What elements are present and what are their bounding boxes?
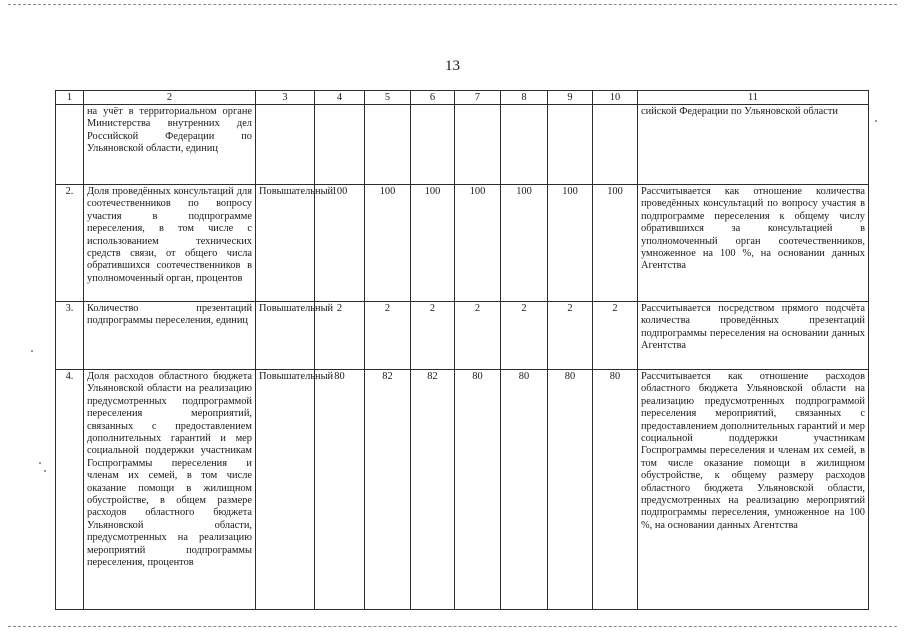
- calculation-method: Рассчитывается как отношение количества проведённых консультаций по вопросу участия в подпрограмме переселения к общему числу обратившихся за консультацией в уполномоченный орган соотечественников, умноженное на 100 %, на основании данных Агентства: [638, 185, 869, 302]
- calculation-method: Рассчитывается как отношение расходов областного бюджета Ульяновской области на реализацию предусмотренных подпрограммой переселения мероприятий, связанных с предоставлением дополнительных гарантий и мер социальной поддержки участникам Госпрограммы переселения и членам их семей, в том числе оказание помощи в жилищном обустройстве, к общему размеру расходов областного бюджета Ульяновской области, предусмотренных на реализацию мероприятий подпрограммы переселения, умноженное на 100 %, на основании данных Агентства: [638, 370, 869, 610]
- header-cell: 3: [256, 91, 315, 105]
- value-cell: 100: [455, 185, 501, 302]
- scan-speck: [875, 120, 877, 122]
- value-cell: 80: [548, 370, 593, 610]
- calculation-method: Рассчитывается посредством прямого подсчёта количества проведённых презентаций подпрограммы переселения на основании данных Агентства: [638, 302, 869, 370]
- header-cell: 5: [365, 91, 411, 105]
- value-cell: [593, 105, 638, 185]
- value-cell: 2: [411, 302, 455, 370]
- indicator-name: Количество презентаций подпрограммы переселения, единиц: [84, 302, 256, 370]
- value-cell: 100: [593, 185, 638, 302]
- header-cell: 11: [638, 91, 869, 105]
- header-cell: 6: [411, 91, 455, 105]
- header-cell: 10: [593, 91, 638, 105]
- page-number: 13: [445, 58, 460, 74]
- indicators-table: [55, 90, 869, 610]
- row-number: 2.: [56, 185, 84, 302]
- indicator-type: Повышательный: [256, 185, 315, 302]
- value-cell: [315, 105, 365, 185]
- value-cell: 82: [411, 370, 455, 610]
- row-number: [56, 105, 84, 185]
- value-cell: 82: [365, 370, 411, 610]
- scan-bottom-edge: [8, 626, 897, 627]
- value-cell: 2: [365, 302, 411, 370]
- table-row: [56, 302, 869, 370]
- value-cell: 100: [315, 185, 365, 302]
- value-cell: [501, 105, 548, 185]
- value-cell: 100: [548, 185, 593, 302]
- indicator-type: Повышательный: [256, 370, 315, 610]
- indicator-name: Доля проведённых консультаций для соотечественников по вопросу участия в подпрограмме переселения, в том числе с использованием технических средств связи, от общего числа обратившихся соотечественников в уполномоченный орган, процентов: [84, 185, 256, 302]
- value-cell: 2: [501, 302, 548, 370]
- value-cell: [411, 105, 455, 185]
- scan-speck: [31, 350, 33, 352]
- value-cell: 2: [455, 302, 501, 370]
- header-cell: 9: [548, 91, 593, 105]
- value-cell: 2: [593, 302, 638, 370]
- indicator-type: Повышательный: [256, 302, 315, 370]
- table-row: [56, 185, 869, 302]
- value-cell: 2: [548, 302, 593, 370]
- header-cell: 2: [84, 91, 256, 105]
- value-cell: 2: [315, 302, 365, 370]
- value-cell: 80: [315, 370, 365, 610]
- value-cell: [365, 105, 411, 185]
- row-number: 3.: [56, 302, 84, 370]
- value-cell: 100: [501, 185, 548, 302]
- header-cell: 7: [455, 91, 501, 105]
- scan-speck: [39, 462, 41, 464]
- table-row: [56, 370, 869, 610]
- value-cell: [455, 105, 501, 185]
- value-cell: 80: [501, 370, 548, 610]
- value-cell: [548, 105, 593, 185]
- row-number: 4.: [56, 370, 84, 610]
- scan-top-edge: [8, 4, 897, 5]
- indicator-name: на учёт в территориальном органе Министерства внутренних дел Российской Федерации по Ульяновской области, единиц: [84, 105, 256, 185]
- header-cell: 4: [315, 91, 365, 105]
- indicator-name: Доля расходов областного бюджета Ульяновской области на реализацию предусмотренных подпрограммой переселения мероприятий, связанных с предоставлением дополнительных гарантий и мер социальной поддержки участникам Госпрограммы переселения и членам их семей, в том числе оказание помощи в жилищном обустройстве, в общем размере расходов областного бюджета Ульяновской области, предусмотренных на реализацию мероприятий подпрограммы переселения, процентов: [84, 370, 256, 610]
- scan-speck: [44, 470, 46, 472]
- header-cell: 8: [501, 91, 548, 105]
- calculation-method: сийской Федерации по Ульяновской области: [638, 105, 869, 185]
- value-cell: 100: [365, 185, 411, 302]
- value-cell: 80: [593, 370, 638, 610]
- table-row: [56, 105, 869, 185]
- header-cell: 1: [56, 91, 84, 105]
- value-cell: 80: [455, 370, 501, 610]
- value-cell: 100: [411, 185, 455, 302]
- table-header-row: [56, 91, 869, 105]
- indicator-type: [256, 105, 315, 185]
